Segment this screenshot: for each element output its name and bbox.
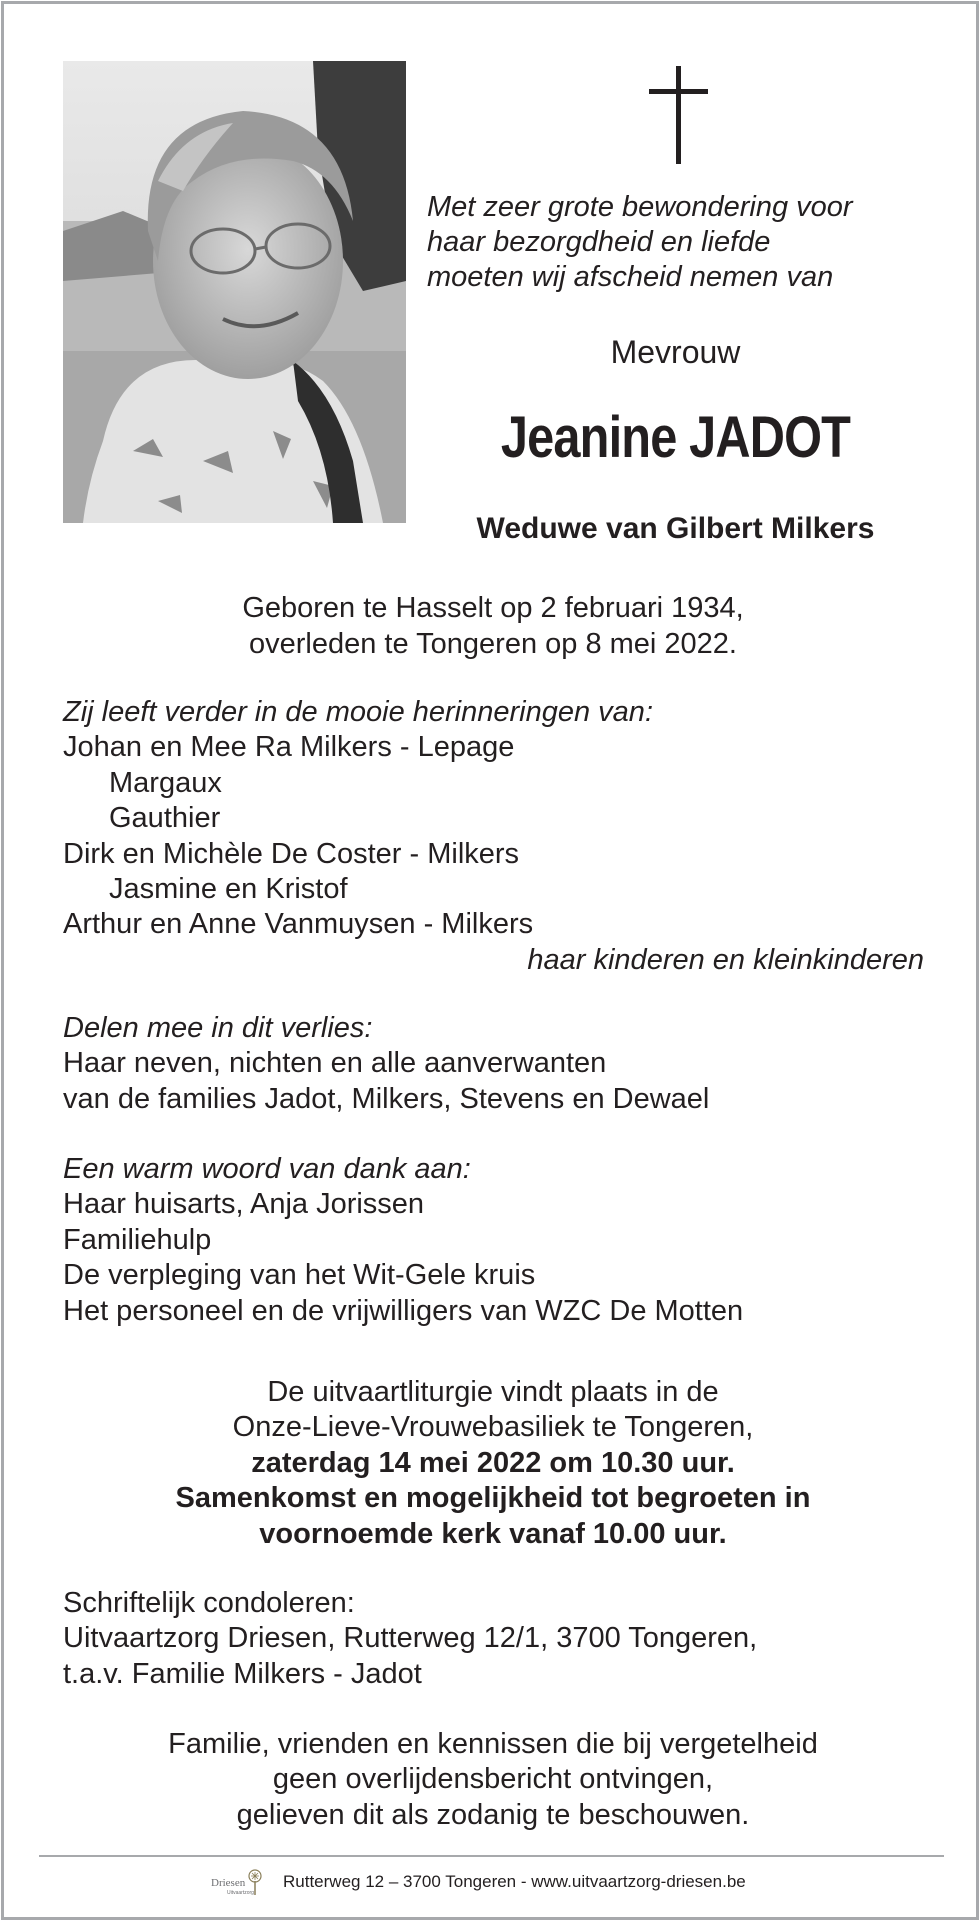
memories-heading: Zij leeft verder in de mooie herinneringen van: <box>63 696 653 728</box>
thanks-line: Haar huisarts, Anja Jorissen <box>63 1188 425 1221</box>
sharing-line: van de families Jadot, Milkers, Stevens en Dewael <box>63 1082 710 1115</box>
cross-icon <box>649 66 709 164</box>
condolences-heading: Schriftelijk condoleren: <box>63 1587 355 1619</box>
funeral-date: zaterdag 14 mei 2022 om 10.30 uur. <box>251 1446 735 1479</box>
condolences-attn: t.a.v. Familie Milkers - Jadot <box>63 1657 422 1690</box>
family-line: Gauthier <box>109 802 221 835</box>
obituary-card <box>1 1 979 1920</box>
family-line: Margaux <box>109 766 222 799</box>
birth-death-dates <box>63 590 923 662</box>
sharing-line: Haar neven, nichten en alle aanverwanten <box>63 1047 607 1080</box>
thanks-line: Het personeel en de vrijwilligers van WZC De Motten <box>63 1294 744 1327</box>
family-line: Dirk en Michèle De Coster - Milkers <box>63 837 520 870</box>
deceased-name: Jeanine JADOT <box>500 405 851 470</box>
funeral-line: De uitvaartliturgie vindt plaats in de <box>267 1376 719 1408</box>
closing-line: gelieven dit als zodanig te beschouwen. <box>236 1798 750 1831</box>
salutation: Mevrouw <box>610 334 741 370</box>
condolences-section <box>63 1586 943 1692</box>
intro-text <box>427 190 947 295</box>
closing-line: Familie, vrienden en kennissen die bij vergetelheid <box>168 1728 818 1760</box>
intro-line: Met zeer grote bewondering voor <box>427 191 853 223</box>
footer-address: Rutterweg 12 – 3700 Tongeren - www.uitvaartzorg-driesen.be <box>283 1872 746 1891</box>
sharing-section <box>63 1011 943 1117</box>
logo-name: Driesen <box>211 1877 246 1889</box>
funeral-line: Onze-Lieve-Vrouwebasiliek te Tongeren, <box>232 1411 754 1444</box>
tree-logo-icon <box>211 1867 269 1897</box>
closing-line: geen overlijdensbericht ontvingen, <box>272 1763 714 1796</box>
footer <box>211 1866 746 1898</box>
funeral-section <box>63 1375 923 1552</box>
family-line: Johan en Mee Ra Milkers - Lepage <box>63 731 515 764</box>
logo-subtitle: Uitvaartzorg <box>227 1890 254 1896</box>
birth-line: Geboren te Hasselt op 2 februari 1934, <box>242 592 744 624</box>
death-line: overleden te Tongeren op 8 mei 2022. <box>249 628 737 660</box>
funeral-gathering: Samenkomst en mogelijkheid tot begroeten in <box>175 1482 811 1515</box>
family-line: Arthur en Anne Vanmuysen - Milkers <box>63 908 534 941</box>
spouse-line: Weduwe van Gilbert Milkers <box>476 512 875 545</box>
thanks-line: De verpleging van het Wit-Gele kruis <box>63 1259 536 1292</box>
portrait-photo <box>63 61 406 523</box>
closing-section <box>63 1727 923 1833</box>
family-line: Jasmine en Kristof <box>109 873 348 906</box>
thanks-section <box>63 1152 943 1329</box>
intro-line: haar bezorgdheid en liefde <box>427 226 771 258</box>
memories-closing: haar kinderen en kleinkinderen <box>527 943 924 976</box>
memories-section <box>63 695 943 978</box>
condolences-address: Uitvaartzorg Driesen, Rutterweg 12/1, 3700 Tongeren, <box>63 1622 758 1655</box>
thanks-heading: Een warm woord van dank aan: <box>63 1153 471 1185</box>
thanks-line: Familiehulp <box>63 1223 212 1256</box>
footer-divider <box>39 1855 944 1857</box>
funeral-gathering: voornoemde kerk vanaf 10.00 uur. <box>259 1517 727 1550</box>
sharing-heading: Delen mee in dit verlies: <box>63 1012 373 1044</box>
intro-line: moeten wij afscheid nemen van <box>427 261 834 293</box>
